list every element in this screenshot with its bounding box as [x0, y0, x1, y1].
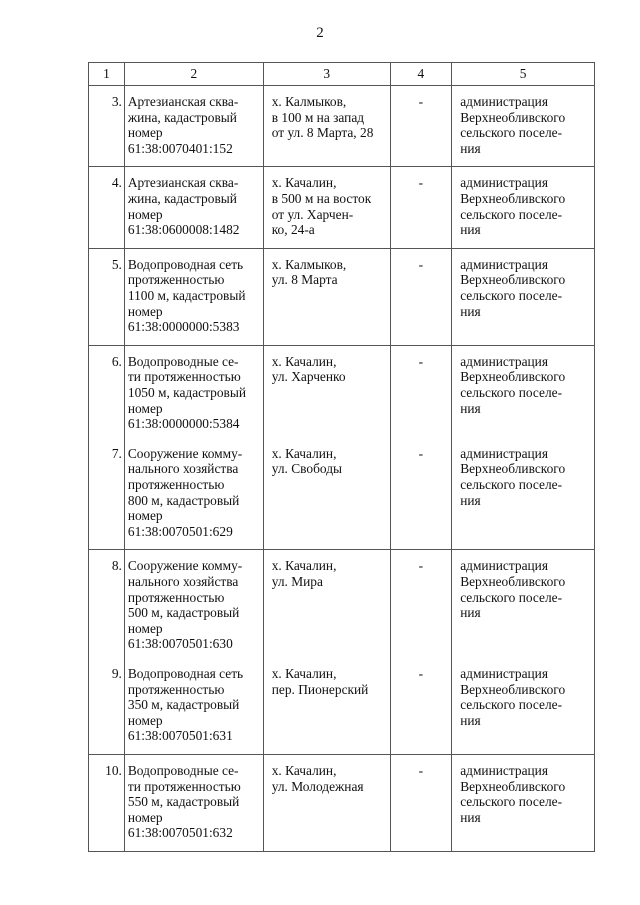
entry-name-line: номер: [127, 125, 163, 141]
entry-location-line: х. Качалин,: [271, 175, 337, 191]
entry-location-line: ко, 24-а: [271, 222, 315, 238]
entry-name-cell: [124, 754, 263, 851]
entry-name-line: 500 м, кадастровый: [127, 605, 240, 621]
entry-col4-block: [391, 167, 452, 237]
entry-holder-block: [460, 755, 594, 841]
entry-holder-cell: [452, 550, 595, 755]
entry-holder-line: администрация: [460, 445, 549, 461]
header-col-3: 3: [263, 63, 390, 86]
entry-name-line: Водопроводная сеть: [127, 256, 244, 272]
entry-holder-line: ния: [460, 222, 481, 238]
entry-col4-block: [391, 550, 452, 652]
entry-holder-line: ния: [460, 712, 481, 728]
entry-location-line: х. Качалин,: [271, 445, 337, 461]
entry-name-block: [128, 432, 263, 540]
entry-name-line: 61:38:0070501:630: [127, 636, 233, 652]
entry-holder-line: ния: [460, 140, 481, 156]
entry-location-line: пер. Пионерский: [271, 681, 369, 697]
entry-location-line: ул. 8 Марта: [271, 272, 338, 288]
entry-name-line: 61:38:0600008:1482: [127, 222, 240, 238]
entry-col4-cell: [390, 248, 452, 345]
table-row: [89, 754, 595, 851]
entry-holder-line: ния: [460, 605, 481, 621]
entry-name-block: [128, 652, 263, 744]
entry-location-cell: [263, 345, 390, 550]
entry-name-line: Сооружение комму-: [127, 558, 243, 574]
entry-holder-line: Верхнеобливского: [460, 573, 566, 589]
entry-location-block: [272, 167, 390, 237]
page-number: 2: [316, 25, 324, 41]
entry-location-line: х. Калмыков,: [271, 94, 347, 109]
table-row: [89, 550, 595, 755]
entry-location-cell: [263, 550, 390, 755]
entry-holder-line: сельского поселе-: [460, 206, 563, 222]
entry-location-block: [272, 86, 390, 156]
entry-holder-line: администрация: [460, 762, 549, 778]
entry-name-line: 61:38:0070501:629: [127, 523, 233, 539]
entry-name-line: номер: [127, 620, 163, 636]
entry-number-cell: [89, 248, 125, 345]
entry-col4-line: -: [418, 175, 424, 191]
table-body: [89, 86, 595, 852]
entry-holder-line: администрация: [460, 175, 549, 191]
entry-location-block: [272, 550, 390, 652]
entry-holder-line: администрация: [460, 353, 549, 369]
entry-name-line: номер: [127, 712, 163, 728]
entry-number-block: [89, 249, 122, 335]
entry-holder-line: сельского поселе-: [460, 125, 563, 141]
entry-name-line: Сооружение комму-: [127, 445, 243, 461]
entry-number-line: 9.: [111, 665, 122, 681]
entry-number-line: 6.: [111, 353, 122, 369]
entry-name-cell: [124, 167, 263, 248]
entry-name-line: жина, кадастровый: [127, 190, 237, 206]
entry-location-block: [272, 432, 390, 540]
entry-location-block: [272, 652, 390, 744]
entry-number-block: [89, 432, 122, 540]
entry-number-cell: [89, 167, 125, 248]
entry-holder-line: Верхнеобливского: [460, 461, 566, 477]
entry-name-cell: [124, 86, 263, 167]
entry-name-line: нального хозяйства: [127, 573, 239, 589]
entry-holder-line: Верхнеобливского: [460, 109, 566, 125]
entry-name-line: 61:38:0070501:631: [127, 728, 233, 744]
entry-name-cell: [124, 248, 263, 345]
entry-number-block: [89, 550, 122, 652]
entry-number-line: 5.: [111, 256, 122, 272]
entry-holder-line: администрация: [460, 558, 549, 574]
entry-location-line: х. Качалин,: [271, 353, 337, 369]
entry-name-line: 1100 м, кадастровый: [127, 287, 246, 303]
entry-number-line: 10.: [105, 762, 122, 778]
entry-name-line: 61:38:0070401:152: [127, 140, 233, 156]
entry-name-block: [128, 249, 263, 335]
entry-holder-line: сельского поселе-: [460, 384, 563, 400]
header-col-1: 1: [89, 63, 125, 86]
entry-location-line: в 100 м на запад: [271, 109, 365, 125]
entry-name-block: [128, 755, 263, 841]
header-col-2: 2: [124, 63, 263, 86]
entry-location-line: ул. Молодежная: [271, 778, 364, 794]
table-row: [89, 248, 595, 345]
entry-holder-line: Верхнеобливского: [460, 272, 566, 288]
entry-col4-block: [391, 249, 452, 335]
entry-name-line: Водопроводные се-: [127, 353, 239, 369]
entry-number-line: 4.: [111, 175, 122, 191]
entry-holder-block: [460, 432, 594, 540]
entry-location-line: ул. Харченко: [271, 369, 346, 385]
entry-col4-line: -: [418, 762, 424, 778]
entry-name-line: 350 м, кадастровый: [127, 697, 240, 713]
entry-location-line: ул. Свободы: [271, 461, 343, 477]
entry-name-line: Артезианская сква-: [127, 175, 239, 191]
entry-col4-cell: [390, 86, 452, 167]
entry-location-line: х. Качалин,: [271, 762, 337, 778]
entry-name-line: номер: [127, 809, 163, 825]
entry-number-block: [89, 167, 122, 237]
entry-location-block: [272, 755, 390, 841]
entry-col4-cell: [390, 345, 452, 550]
entry-holder-line: Верхнеобливского: [460, 778, 566, 794]
table-header-row: [89, 63, 595, 86]
entry-holder-cell: [452, 167, 595, 248]
entry-holder-line: ния: [460, 303, 481, 319]
entry-location-line: от ул. Харчен-: [271, 206, 354, 222]
entry-name-line: ти протяженностью: [127, 778, 241, 794]
entry-col4-block: [391, 86, 452, 156]
entry-name-line: 800 м, кадастровый: [127, 492, 240, 508]
entry-name-line: номер: [127, 303, 163, 319]
entry-holder-line: администрация: [460, 256, 549, 272]
entry-name-line: протяженностью: [127, 476, 225, 492]
entry-holder-cell: [452, 754, 595, 851]
table-row: [89, 345, 595, 550]
entry-col4-line: -: [418, 665, 424, 681]
entry-number-line: 3.: [111, 94, 122, 109]
entry-col4-cell: [390, 167, 452, 248]
entry-name-cell: [124, 550, 263, 755]
entry-location-line: от ул. 8 Марта, 28: [271, 125, 374, 141]
entry-col4-line: -: [418, 445, 424, 461]
entry-col4-line: -: [418, 256, 424, 272]
entry-location-line: ул. Мира: [271, 573, 323, 589]
entry-number-cell: [89, 86, 125, 167]
entry-name-line: номер: [127, 206, 163, 222]
entry-name-line: 1050 м, кадастровый: [127, 384, 247, 400]
entry-holder-cell: [452, 248, 595, 345]
entry-holder-block: [460, 346, 594, 432]
entry-number-block: [89, 755, 122, 841]
entry-holder-cell: [452, 345, 595, 550]
entry-name-block: [128, 550, 263, 652]
entry-location-block: [272, 346, 390, 432]
entry-name-line: протяженностью: [127, 589, 225, 605]
entry-holder-line: сельского поселе-: [460, 697, 563, 713]
property-table: [88, 62, 595, 852]
entry-name-block: [128, 86, 263, 156]
entry-holder-cell: [452, 86, 595, 167]
entry-holder-line: Верхнеобливского: [460, 190, 566, 206]
entry-name-line: протяженностью: [127, 272, 225, 288]
entry-location-cell: [263, 248, 390, 345]
entry-col4-cell: [390, 754, 452, 851]
entry-name-line: Артезианская сква-: [127, 94, 239, 109]
header-col-4: 4: [390, 63, 452, 86]
entry-holder-line: Верхнеобливского: [460, 369, 566, 385]
entry-location-line: х. Калмыков,: [271, 256, 347, 272]
header-col-5: 5: [452, 63, 595, 86]
entry-number-block: [89, 86, 122, 156]
entry-number-cell: [89, 345, 125, 550]
entry-holder-line: сельского поселе-: [460, 794, 563, 810]
entry-location-block: [272, 249, 390, 335]
entry-number-block: [89, 346, 122, 432]
entry-holder-block: [460, 167, 594, 237]
entry-number-cell: [89, 754, 125, 851]
entry-holder-line: администрация: [460, 665, 549, 681]
entry-name-cell: [124, 345, 263, 550]
entry-name-line: номер: [127, 508, 163, 524]
entry-col4-line: -: [418, 353, 424, 369]
entry-holder-line: сельского поселе-: [460, 589, 563, 605]
entry-name-line: 550 м, кадастровый: [127, 794, 240, 810]
entry-name-line: Водопроводная сеть: [127, 665, 244, 681]
entry-col4-block: [391, 432, 452, 540]
entry-holder-line: ния: [460, 400, 481, 416]
table-row: [89, 167, 595, 248]
entry-col4-line: -: [418, 94, 424, 109]
entry-holder-line: сельского поселе-: [460, 287, 563, 303]
entry-col4-block: [391, 755, 452, 841]
entry-number-line: 8.: [111, 558, 122, 574]
entry-number-line: 7.: [111, 445, 122, 461]
entry-number-cell: [89, 550, 125, 755]
entry-holder-block: [460, 86, 594, 156]
entry-holder-line: администрация: [460, 94, 549, 109]
entry-name-line: 61:38:0070501:632: [127, 825, 233, 841]
entry-location-line: в 500 м на восток: [271, 190, 372, 206]
entry-name-line: жина, кадастровый: [127, 109, 237, 125]
entry-col4-block: [391, 346, 452, 432]
entry-holder-line: ния: [460, 809, 481, 825]
entry-holder-line: Верхнеобливского: [460, 681, 566, 697]
entry-name-line: ти протяженностью: [127, 369, 241, 385]
table-row: [89, 86, 595, 167]
entry-name-line: протяженностью: [127, 681, 225, 697]
entry-col4-block: [391, 652, 452, 744]
entry-location-cell: [263, 167, 390, 248]
entry-holder-block: [460, 652, 594, 744]
entry-name-block: [128, 167, 263, 237]
entry-number-block: [89, 652, 122, 744]
entry-holder-block: [460, 550, 594, 652]
entry-location-line: х. Качалин,: [271, 558, 337, 574]
entry-location-cell: [263, 754, 390, 851]
entry-holder-line: сельского поселе-: [460, 476, 563, 492]
entry-name-block: [128, 346, 263, 432]
entry-name-line: Водопроводные се-: [127, 762, 239, 778]
entry-location-cell: [263, 86, 390, 167]
entry-col4-cell: [390, 550, 452, 755]
entry-name-line: 61:38:0000000:5383: [127, 319, 240, 335]
entry-location-line: х. Качалин,: [271, 665, 337, 681]
entry-col4-line: -: [418, 558, 424, 574]
entry-holder-line: ния: [460, 492, 481, 508]
entry-name-line: нального хозяйства: [127, 461, 239, 477]
entry-name-line: номер: [127, 400, 163, 416]
entry-holder-block: [460, 249, 594, 335]
entry-name-line: 61:38:0000000:5384: [127, 416, 240, 432]
